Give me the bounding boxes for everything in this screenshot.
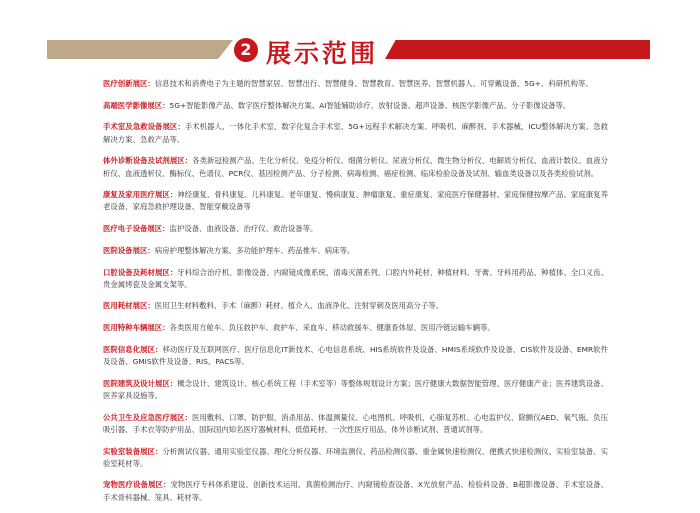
section-label: 医用耗材展区 [103, 301, 148, 311]
section-label: 康复及家用医疗展区 [103, 190, 170, 200]
section-text: 牙科综合治疗机、影像设备、内窥镜成像系统、清毒灭菌系列、口腔内外耗材、种植材料、牙膏、牙科用药品、种植体、全口义齿、贵金属烤瓷及金属支架等。 [103, 267, 608, 289]
label-separator: ： [155, 344, 163, 354]
label-separator: ： [169, 378, 178, 388]
exhibit-section [103, 300, 608, 312]
section-text: 宠物医疗专科体系建设、创新技术运用、真菌检测治疗、内窥镜检查设备、X光放射产品、检验科设备、B超影像设备、手术室设备、手术骨科器械、笼具、耗材等。 [103, 480, 608, 502]
section-label: 医疗创新展区 [103, 79, 148, 88]
section-text: 信息技术和消费电子为主题的智慧家居、智慧出行、智慧健身、智慧教育、智慧医养、智慧机器人、可穿戴设备、5G+、科研机构等。 [154, 79, 593, 88]
banner-left-bar [47, 40, 233, 59]
page-title: 展示范围 [266, 39, 379, 68]
section-text: 各类新冠检测产品、生化分析仪、免疫分析仪、细菌分析仪、尿液分析仪、微生物分析仪、电解质分析仪、血液计数仪、血液分析仪、血液透析仪、酶标仪、色谱仪、PCR仪、基因检测产品、分子检测、病毒检测、癌症检测、临床检验设备及试剂、输血类设备以及各类检验试剂。 [103, 156, 608, 178]
section-number-badge: 2 [234, 38, 258, 62]
exhibit-section [103, 378, 608, 402]
label-separator: ： [184, 412, 193, 422]
label-separator: ： [177, 122, 185, 132]
exhibit-section [103, 78, 608, 90]
section-text: 手术机器人、一体化手术室、数字化复合手术室、5G+远程手术解决方案、呼吸机、麻醉剂、手术器械、ICU整体解决方案、急救解决方案、急救产品等。 [103, 122, 608, 144]
exhibit-section [103, 121, 608, 145]
exhibit-list [103, 78, 608, 513]
section-label: 医用特种车辆展区 [103, 323, 163, 333]
exhibit-section [103, 155, 608, 179]
exhibit-section [103, 100, 608, 112]
exhibit-section [103, 412, 608, 436]
section-text: 医用卫生材料敷料、手术（麻醉）耗材、植介入、血液净化、注射穿刺及医用高分子等。 [154, 301, 444, 311]
label-separator: ： [162, 224, 170, 234]
label-separator: ： [184, 156, 193, 166]
label-separator: ： [155, 446, 163, 456]
section-label: 医疗电子设备展区 [103, 224, 163, 234]
section-text: 各类医用方舱车、负压救护车、救护车、采血车、移动救援车、健康查体屋、医用冷链运输车辆等。 [169, 323, 495, 333]
exhibit-section [103, 189, 608, 213]
label-separator: ： [147, 245, 155, 255]
section-label: 医院信息化展区 [103, 344, 156, 354]
banner-right-bar [385, 40, 650, 59]
label-separator: ： [147, 79, 155, 88]
section-text: 移动医疗及互联网医疗、医疗信息化IT新技术、心电信息系统、HIS系统软件及设备、HMIS系统软件及设备、CIS软件及设备、EMR软件及设备、GMIS软件及设备、RIS、PACS等。 [103, 344, 608, 367]
label-separator: ： [169, 267, 178, 277]
section-label: 宠物医疗设备展区 [103, 480, 163, 490]
section-label: 公共卫生及应急医疗展区 [103, 412, 185, 422]
section-label: 医院设备展区 [103, 245, 148, 255]
exhibit-section [103, 245, 608, 257]
section-label: 体外诊断设备及试剂展区 [103, 156, 185, 166]
section-label: 手术室及急救设备展区 [103, 122, 178, 132]
exhibit-section [103, 223, 608, 235]
section-label: 口腔设备及耗材展区 [103, 267, 170, 277]
section-text: 分析测试仪器、通用实验室仪器、理化分析仪器、环境监测仪、药品检测仪器、重金属快速检测仪、便携式快速检测仪、实验室装备、实验室耗材等。 [103, 446, 608, 468]
section-label: 实验室装备展区 [103, 446, 155, 456]
exhibit-section [103, 267, 608, 291]
exhibit-section [103, 446, 608, 470]
label-separator: ： [147, 301, 155, 311]
section-text: 病房护理整体解决方案、多功能护理车、药品推车、病床等。 [154, 245, 355, 255]
exhibit-section [103, 344, 608, 368]
section-banner [0, 38, 700, 68]
section-label: 高端医学影像展区 [103, 100, 163, 110]
section-text: 监护设备、血液设备、治疗仪、救治设备等。 [169, 224, 318, 234]
section-label: 医院建筑及设计展区 [103, 378, 170, 388]
label-separator: ： [169, 190, 178, 200]
section-text: 医用敷料、口罩、防护服、消杀用品、体温测量仪、心电图机、呼吸机、心肺复苏机、心电监护仪、除颤仪AED、氧气瓶、负压吸引器、手术衣等防护用品、国际国内知名医疗器械材料、低值耗材、一次性医疗用品、体外诊断试剂、普通试剂等。 [103, 412, 608, 434]
label-separator: ： [162, 480, 171, 490]
section-text: 神经康复、骨科康复、儿科康复、老年康复、慢病康复、肿瘤康复、重症康复、家庭医疗保健器材、家庭保健按摩产品、家庭康复养老设备、家庭急救护理设备、智能穿戴设备等 [103, 190, 608, 212]
label-separator: ： [162, 100, 170, 110]
exhibit-section [103, 322, 608, 334]
label-separator: ： [162, 323, 170, 333]
section-text: 概念设计、建筑设计、核心系统工程（手术室等）等整体规划设计方案；医疗健康大数据智能管理、医疗健康产业；医养建筑设备、医养家具设施等。 [103, 378, 608, 400]
section-text: 5G+智能影像产品、数字医疗整体解决方案、AI智能辅助诊疗、放射设备、超声设备、核医学影像产品、分子影像设备等。 [169, 100, 571, 110]
